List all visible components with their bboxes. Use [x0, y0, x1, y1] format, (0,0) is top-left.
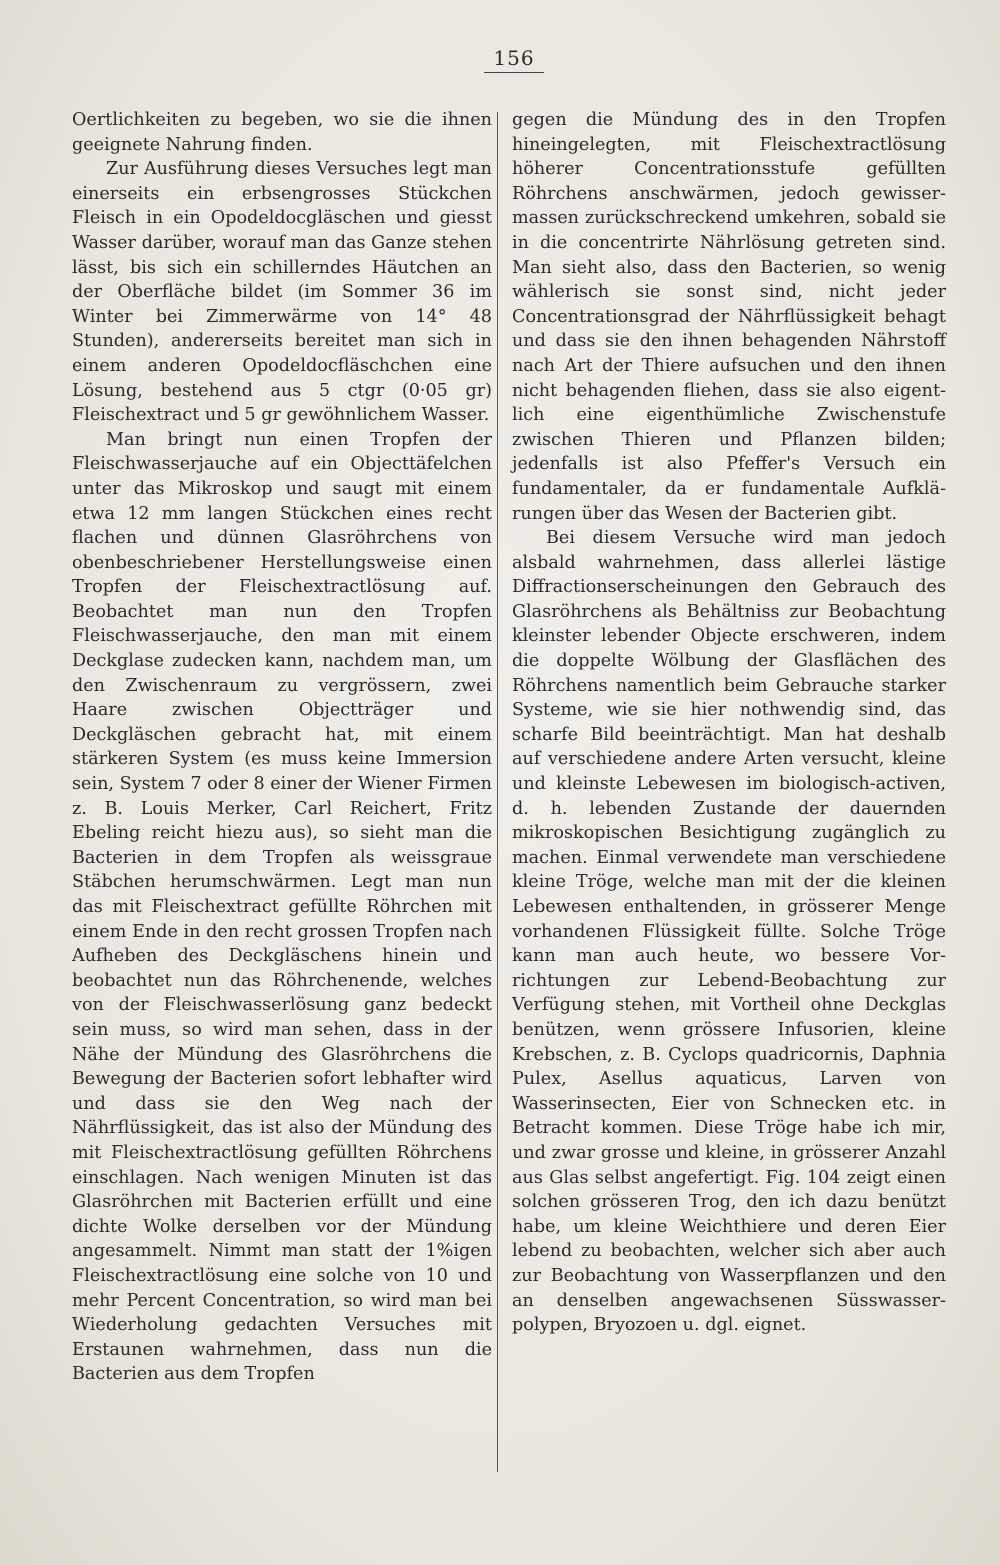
paragraph: Bei diesem Versuche wird man jedoch alsbald wahrnehmen, dass allerlei lästige Diffractionserscheinungen den Gebrauch des Glasröhrchens als Behältniss zur Beobachtung kleinster lebender Objecte erschweren, indem die doppelte Wölbung der Glasflächen des Röhrchens namentlich beim Gebrauche starker Systeme, wie sie hier nothwendig sind, das scharfe Bild beeinträchtigt. Man hat deshalb auf verschiedene andere Arten versucht, kleine und kleinste Lebewesen im biologisch-activen, d. h. lebenden Zustande der dauernden mikroskopischen Besichtigung zugänglich zu machen. Einmal verwendete man verschiedene kleine Tröge, welche man mit der die kleinen Lebewesen enthaltenden, in grösserer Menge vorhandenen Flüssigkeit füllte. Solche Tröge kann man auch heute, wo bessere Vorrichtungen zur Lebend-Beobachtung zur Verfügung stehen, mit Vortheil ohne Deckglas benützen, wenn grössere Infusorien, kleine Krebschen, z. B. Cyclops quadricornis, Daphnia Pulex, Asellus aquaticus, Larven von Wasserinsecten, Eier von Schnecken etc. in Betracht kommen. Diese Tröge habe ich mir, und zwar grosse und kleine, in grösserer Anzahl aus Glas selbst angefertigt. Fig. 104 zeigt einen solchen grösseren Trog, den ich dazu benützt habe, um kleine Weichthiere und deren Eier lebend zu beobachten, welcher sich aber auch zur Beobachtung von Wasserpflanzen und den an denselben angewachsenen Süsswasserpolypen, Bryozoen u. dgl. eignet.	[512, 528, 946, 1336]
paragraph: Oertlichkeiten zu begeben, wo sie die ihnen geeignete Nahrung finden.	[72, 110, 492, 155]
column-divider	[497, 112, 498, 1472]
paragraph: Zur Ausführung dieses Versuches legt man einerseits ein erbsengrosses Stückchen Fleisch in ein Opodeldocgläschen und giesst Wasser darüber, worauf man das Ganze stehen lässt, bis sich ein schillerndes Häutchen an der Oberfläche bildet (im Sommer 36 im Winter bei Zimmerwärme von 14° 48 Stunden), andererseits bereitet man sich in einem anderen Opodeldocfläschchen eine Lösung, bestehend aus 5 ctgr (0·05 gr) Fleischextract und 5 gr gewöhnlichem Wasser.	[72, 159, 492, 426]
paragraph: gegen die Mündung des in den Tropfen hineingelegten, mit Fleischextractlösung höherer Concentrationsstufe gefüllten Röhrchens anschwärmen, jedoch gewissermassen zurückschreckend umkehren, sobald sie in die concentrirte Nährlösung getreten sind. Man sieht also, dass den Bacterien, so wenig wählerisch sie sonst sind, nicht jeder Concentrationsgrad der Nährflüssigkeit behagt und dass sie den ihnen behagenden Nährstoff nach Art der Thiere aufsuchen und den ihnen nicht behagenden fliehen, dass sie also eigentlich eine eigenthümliche Zwischenstufe zwischen Thieren und Pflanzen bilden; jedenfalls ist also Pfeffer's Versuch ein fundamentaler, da er fundamentale Aufklärungen über das Wesen der Bacterien gibt.	[512, 110, 946, 524]
page-number: 156	[484, 46, 544, 73]
paragraph: Man bringt nun einen Tropfen der Fleischwasserjauche auf ein Objecttäfelchen unter das Mikroskop und saugt mit einem etwa 12 mm langen Stückchen eines recht flachen und dünnen Glasröhrchens von obenbeschriebener Herstellungsweise einen Tropfen der Fleischextractlösung auf. Beobachtet man nun den Tropfen Fleischwasserjauche, den man mit einem Deckglase zudecken kann, nachdem man, um den Zwischenraum zu vergrössern, zwei Haare zwischen Objectträger und Deckgläschen gebracht hat, mit einem stärkeren System (es muss keine Immersion sein, System 7 oder 8 einer der Wiener Firmen z. B. Louis Merker, Carl Reichert, Fritz Ebeling reicht hiezu aus), so sieht man die Bacterien in dem Tropfen als weissgraue Stäbchen herumschwärmen. Legt man nun das mit Fleischextract gefüllte Röhrchen mit einem Ende in den recht grossen Tropfen nach Aufheben des Deckgläschens hinein und beobachtet nun das Röhrchenende, welches von der Fleischwasserlösung ganz bedeckt sein muss, so wird man sehen, dass in der Nähe der Mündung des Glasröhrchens die Bewegung der Bacterien sofort lebhafter wird und dass sie den Weg nach der Nährflüssigkeit, das ist also der Mündung des mit Fleischextractlösung gefüllten Röhrchens einschlagen. Nach wenigen Minuten ist das Glasröhrchen mit Bacterien erfüllt und eine dichte Wolke derselben vor der Mündung angesammelt. Nimmt man statt der 1%igen Fleischextractlösung eine solche von 10 und mehr Percent Concentration, so wird man bei Wiederholung gedachten Versuches mit Erstaunen wahrnehmen, dass nun die Bacterien aus dem Tropfen	[72, 429, 492, 1385]
right-column	[512, 108, 946, 1338]
left-column	[72, 108, 492, 1387]
